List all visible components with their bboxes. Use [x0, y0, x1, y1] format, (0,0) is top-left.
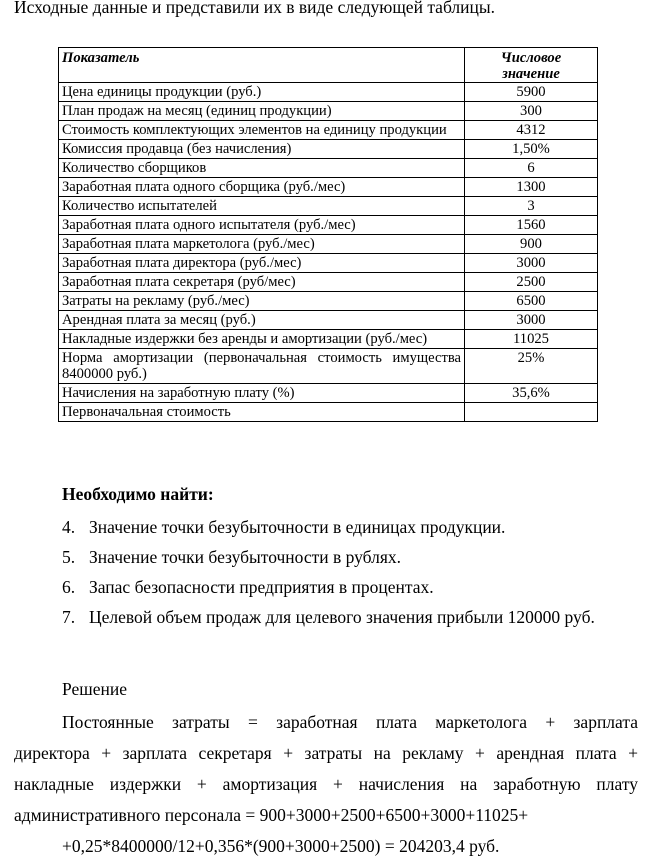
row-value — [465, 403, 598, 422]
task-text: Запас безопасности предприятия в процентах. — [89, 577, 434, 597]
table-row — [59, 102, 598, 121]
header-value — [465, 48, 598, 83]
row-label: Цена единицы продукции (руб.) — [59, 83, 465, 102]
solution-line: директора + зарплата секретаря + затраты на рекламу + арендная плата + — [14, 743, 638, 763]
task-number: 7. — [62, 607, 76, 627]
table-row — [59, 330, 598, 349]
need-title: Необходимо найти: — [62, 484, 214, 504]
row-value: 3000 — [465, 311, 598, 330]
row-label: Затраты на рекламу (руб./мес) — [59, 292, 465, 311]
task-list — [62, 516, 595, 636]
row-value: 300 — [465, 102, 598, 121]
task-number: 5. — [62, 547, 76, 567]
row-label: Норма амортизации (первоначальная стоимость имущества 8400000 руб.) — [59, 349, 465, 384]
table-row — [59, 311, 598, 330]
table-row — [59, 159, 598, 178]
row-value: 6500 — [465, 292, 598, 311]
table-row — [59, 349, 598, 384]
table-row — [59, 292, 598, 311]
row-value: 35,6% — [465, 384, 598, 403]
solution-line: Постоянные затраты = заработная плата маркетолога + зарплата — [62, 712, 638, 732]
table-row — [59, 83, 598, 102]
solution-line: административного персонала = 900+3000+2500+6500+3000+11025+ — [14, 805, 529, 825]
row-label: Накладные издержки без аренды и амортизации (руб./мес) — [59, 330, 465, 349]
row-label: Первоначальная стоимость — [59, 403, 465, 422]
intro-text: Исходные данные и представили их в виде следующей таблицы. — [14, 0, 496, 17]
table-row — [59, 403, 598, 422]
row-value: 4312 — [465, 121, 598, 140]
task-number: 6. — [62, 577, 76, 597]
table-row — [59, 216, 598, 235]
row-label: Количество испытателей — [59, 197, 465, 216]
row-value: 1300 — [465, 178, 598, 197]
row-label: План продаж на месяц (единиц продукции) — [59, 102, 465, 121]
table-row — [59, 197, 598, 216]
row-label: Начисления на заработную плату (%) — [59, 384, 465, 403]
solution-line: накладные издержки + амортизация + начисления на заработную плату — [14, 774, 638, 794]
task-text: Значение точки безубыточности в рублях. — [89, 547, 402, 567]
solution-line: +0,25*8400000/12+0,356*(900+3000+2500) = 204203,4 руб. — [62, 836, 500, 856]
table-row — [59, 254, 598, 273]
row-value: 11025 — [465, 330, 598, 349]
list-item — [62, 546, 595, 576]
row-value: 1560 — [465, 216, 598, 235]
row-value: 2500 — [465, 273, 598, 292]
solution-title: Решение — [62, 679, 128, 699]
task-number: 4. — [62, 517, 76, 537]
task-text: Целевой объем продаж для целевого значения прибыли 120000 руб. — [89, 607, 595, 627]
row-value: 3000 — [465, 254, 598, 273]
row-value: 5900 — [465, 83, 598, 102]
header-value-line2: значение — [502, 66, 560, 82]
solution-paragraph — [14, 707, 638, 862]
row-label: Арендная плата за месяц (руб.) — [59, 311, 465, 330]
row-value: 1,50% — [465, 140, 598, 159]
row-value: 900 — [465, 235, 598, 254]
row-value: 3 — [465, 197, 598, 216]
row-label: Заработная плата одного сборщика (руб./мес) — [59, 178, 465, 197]
table-row — [59, 235, 598, 254]
table-row — [59, 273, 598, 292]
task-text: Значение точки безубыточности в единицах продукции. — [89, 517, 506, 537]
table-row — [59, 121, 598, 140]
header-indicator: Показатель — [59, 48, 465, 83]
header-value-line1: Числовое — [500, 50, 562, 66]
row-label: Заработная плата маркетолога (руб./мес) — [59, 235, 465, 254]
row-label: Заработная плата секретаря (руб/мес) — [59, 273, 465, 292]
list-item — [62, 576, 595, 606]
row-label: Количество сборщиков — [59, 159, 465, 178]
table-row — [59, 178, 598, 197]
table-row — [59, 384, 598, 403]
row-label: Комиссия продавца (без начисления) — [59, 140, 465, 159]
row-value: 25% — [465, 349, 598, 384]
table-row — [59, 140, 598, 159]
row-label: Заработная плата одного испытателя (руб./мес) — [59, 216, 465, 235]
row-label: Стоимость комплектующих элементов на единицу продукции — [59, 121, 465, 140]
row-label: Заработная плата директора (руб./мес) — [59, 254, 465, 273]
source-data-table — [58, 47, 598, 422]
list-item — [62, 606, 595, 636]
list-item — [62, 516, 595, 546]
table-header-row — [59, 48, 598, 83]
row-value: 6 — [465, 159, 598, 178]
